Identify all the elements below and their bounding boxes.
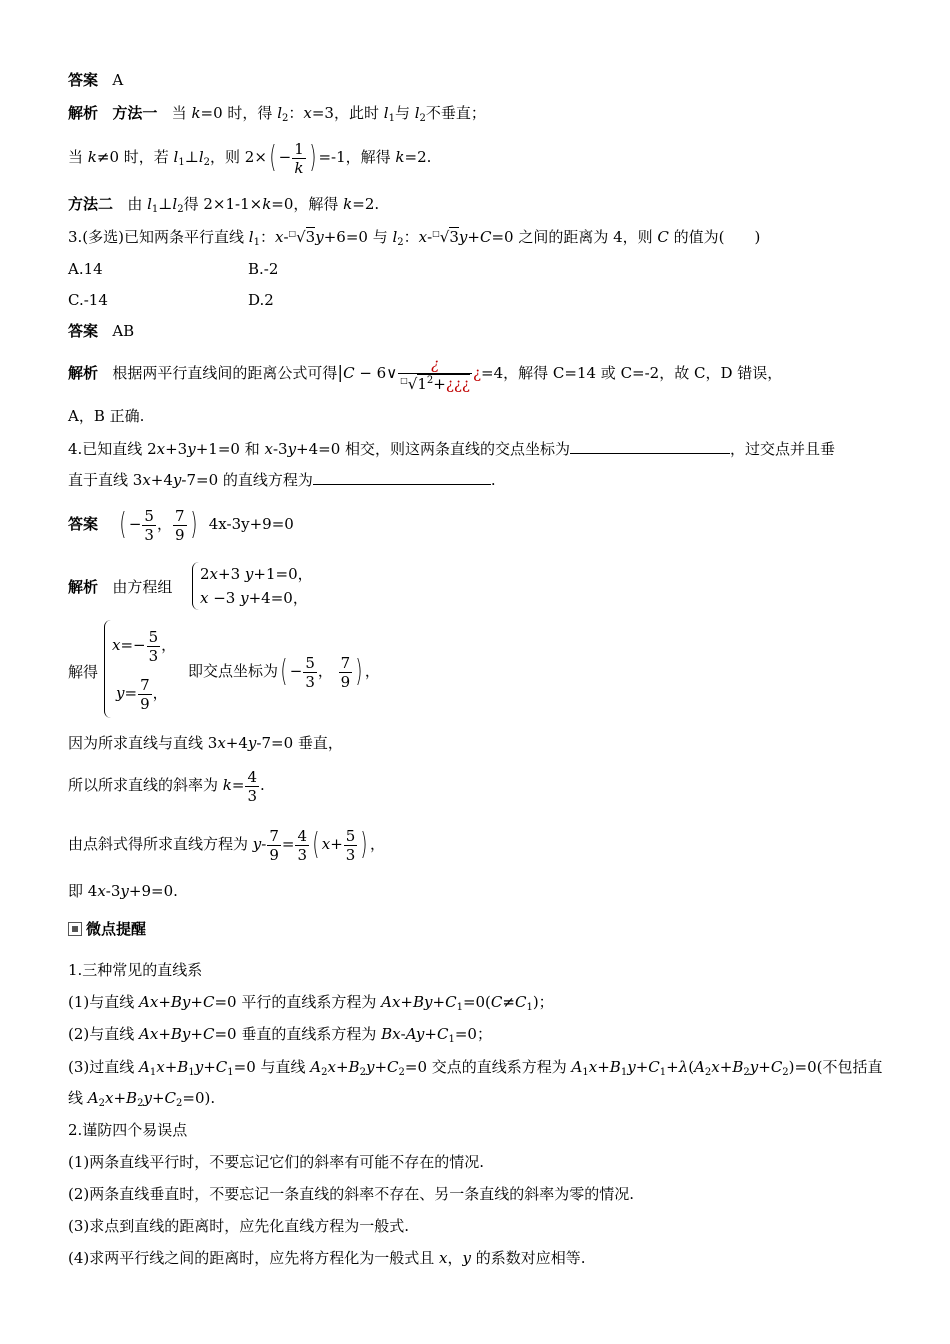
tip-item: 1.三种常见的直线系 bbox=[68, 961, 203, 979]
tip-item: (3)求点到直线的距离时，应先化直线方程为一般式. bbox=[68, 1217, 410, 1235]
answer-label: 答案 bbox=[68, 322, 99, 340]
analysis-label: 解析 bbox=[68, 578, 99, 596]
intersection-line: 即交点坐标为( − $\frac{5}{3}$ ， $\frac{7}{9}$ ) ， bbox=[188, 653, 380, 691]
q2-method1-line bbox=[68, 103, 486, 123]
system-brace bbox=[192, 562, 199, 610]
system-eq2: x −3 y+4=0， bbox=[200, 589, 308, 607]
method2-label: 方法二 bbox=[68, 195, 114, 213]
method1-label: 方法一 bbox=[112, 104, 158, 122]
method1-text: 当 k=0 时，得 $l_2$：x=3，此时 $l_1$与 $l_2$不垂直； bbox=[171, 104, 486, 124]
solution-y: y= $\frac{7}{9}$ ， bbox=[116, 675, 168, 713]
answer-label: 答案 bbox=[68, 71, 99, 89]
answer-value: AB bbox=[112, 322, 135, 340]
tip-item: (1)与直线 Ax+By+C=0 平行的直线系方程为 $Ax+By+C_1=0(C\ne C_1)$； bbox=[68, 993, 554, 1013]
answer-value: A bbox=[112, 71, 124, 89]
system-eq1: 2x+3 y+1=0， bbox=[200, 565, 313, 583]
q3-stem: 3.(多选)已知两条平行直线 $l_1$：x-□√3y+6=0 与 $l_2$：x-□√3y+C=0 之间的距离为 4，则 C 的值为( ) bbox=[68, 228, 761, 248]
q3-analysis-line: 解析 根据两平行直线间的距离公式可得|C − 6∨ $\frac{¿}{^□√1^2+¿¿¿}$ ¿=4，解得 C=14 或 C=-2，故 C，D 错误， bbox=[68, 355, 783, 393]
analysis-label: 解析 bbox=[68, 364, 99, 382]
q2-line3: 当 k≠0 时，若 $l_1\perp l_2$，则 2×( − $\frac{1}{k}$ ) =-1，解得 k=2. bbox=[68, 139, 432, 177]
tip-item: (3)过直线 $A_1x+B_1y+C_1=0$ 与直线 $A_2x+B_2y+C_2=0$ 交点的直线系方程为 $A_1x+B_1y+C_1+\lambda(A_2x+B_2y+C_2)=0$(不包括直 bbox=[68, 1058, 883, 1078]
tip-item: (2)两条直线垂直时，不要忘记一条直线的斜率不存在、另一条直线的斜率为零的情况. bbox=[68, 1185, 635, 1203]
solve-label: 解得 bbox=[68, 663, 99, 681]
tip-item: 线 $A_2x+B_2y+C_2=0$). bbox=[68, 1089, 216, 1109]
q2-answer-line bbox=[68, 70, 123, 90]
analysis-tail: =4，解得 C=14 或 C=-2，故 C，D 错误， bbox=[481, 364, 783, 382]
q4-stem-line2: 直于直线 3x+4y-7=0 的直线方程为 . bbox=[68, 471, 496, 489]
tips-heading: 微点提醒 bbox=[86, 920, 147, 938]
intersection-text: 即交点坐标为 bbox=[188, 662, 279, 680]
tip-item: 2.谨防四个易误点 bbox=[68, 1121, 188, 1139]
q2-method2-line: 方法二 由 $l_1\perp l_2$得 2×1-1×k=0，解得 k=2. bbox=[68, 195, 380, 215]
slope-line: 所以所求直线的斜率为 k= $\frac{4}{3}$ . bbox=[68, 767, 265, 805]
result-line: 即 4x-3y+9=0. bbox=[68, 882, 178, 900]
system-label: 由方程组 bbox=[112, 578, 173, 596]
q3-option-d: D.2 bbox=[248, 291, 274, 309]
q4-answer-line: 答案 ( − $\frac{5}{3}$ ， $\frac{7}{9}$ ) 4x-3y+9=0 bbox=[68, 506, 294, 544]
point-slope-line: 由点斜式得所求直线方程为 y- $\frac{7}{9}$ = $\frac{4}{3}$ ( x+ $\frac{5}{3}$ ) ， bbox=[68, 826, 386, 864]
tips-heading-icon bbox=[68, 922, 82, 936]
q3-answer-line bbox=[68, 321, 134, 341]
analysis-label: 解析 bbox=[68, 104, 99, 122]
solution-brace bbox=[104, 620, 111, 718]
answer-equation: 4x-3y+9=0 bbox=[208, 515, 294, 533]
answer-label: 答案 bbox=[68, 515, 99, 533]
q4-analysis-line bbox=[68, 577, 172, 597]
tip-item: (1)两条直线平行时，不要忘记它们的斜率有可能不存在的情况. bbox=[68, 1153, 485, 1171]
tip-item: (2)与直线 Ax+By+C=0 垂直的直线系方程为 $Bx-Ay+C_1=0$； bbox=[68, 1025, 492, 1045]
perp-text: 因为所求直线与直线 3x+4y-7=0 垂直， bbox=[68, 734, 343, 752]
q3-option-c: C.-14 bbox=[68, 291, 108, 309]
analysis-text: 根据两平行直线间的距离公式可得 bbox=[112, 364, 338, 382]
solution-x: x=− $\frac{5}{3}$ ， bbox=[112, 627, 177, 665]
q4-stem-line1: 4.已知直线 2x+3y+1=0 和 x-3y+4=0 相交，则这两条直线的交点坐标为 ，过交点并且垂 bbox=[68, 440, 836, 458]
q3-analysis-line2: A，B 正确. bbox=[68, 407, 145, 425]
q3-option-a: A.14 bbox=[68, 260, 103, 278]
tip-item: (4)求两平行线之间的距离时，应先将方程化为一般式且 x，y 的系数对应相等. bbox=[68, 1249, 586, 1267]
q3-option-b: B.-2 bbox=[248, 260, 279, 278]
